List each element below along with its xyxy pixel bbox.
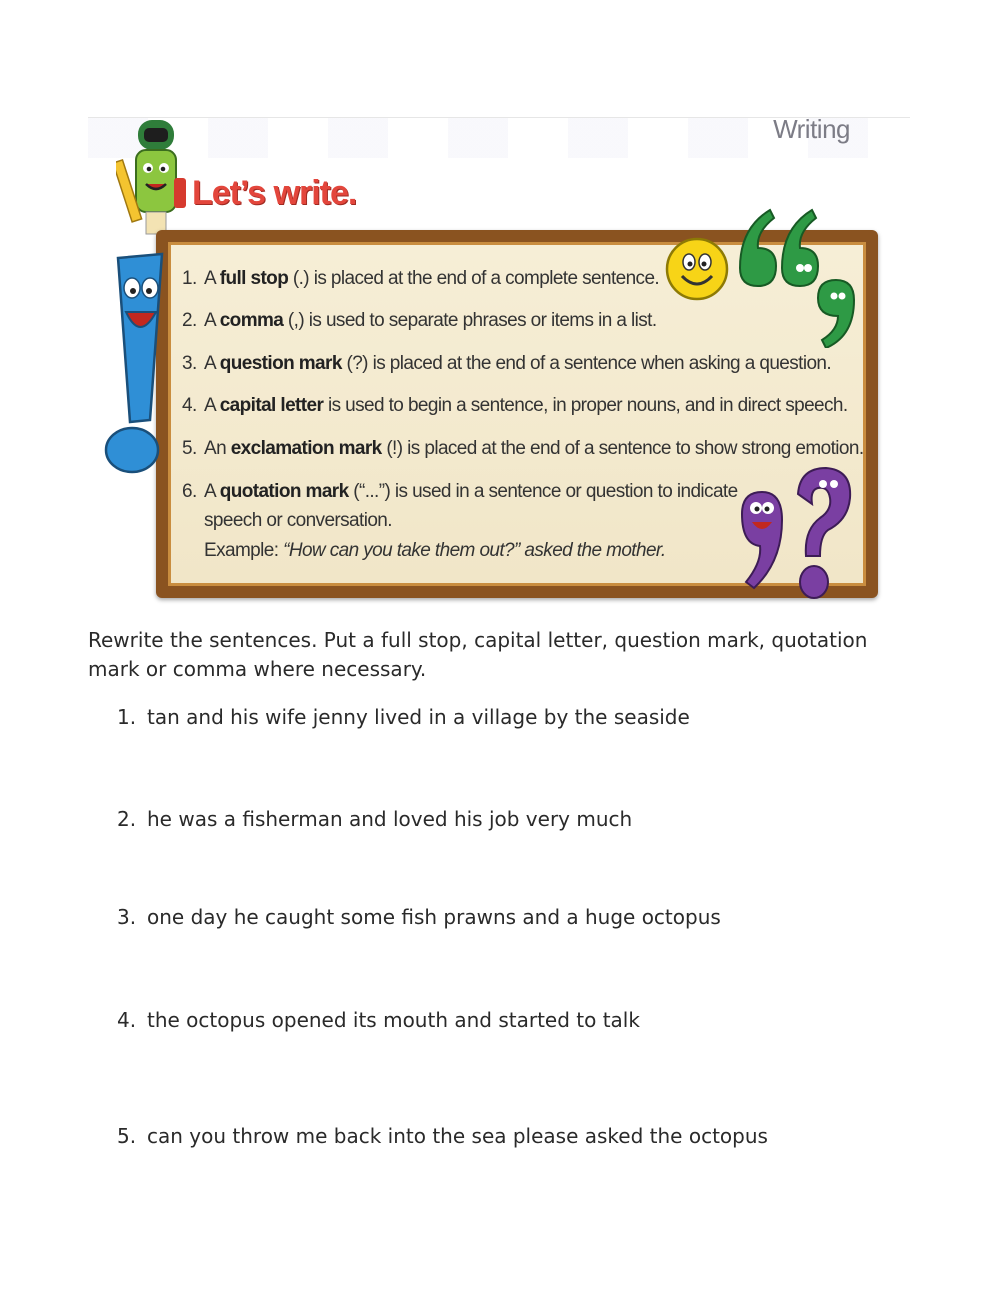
rule-example: Example: “How can you take them out?” asked the mother. bbox=[204, 540, 666, 561]
question-mark-mascot-icon bbox=[728, 464, 858, 606]
rule-3: 3. A question mark (?) is placed at the end of a sentence when asking a question. bbox=[182, 353, 832, 374]
instructions-text: Rewrite the sentences. Put a full stop, capital letter, question mark, quotation mark or comma where necessary. bbox=[88, 628, 868, 681]
question-3: 3. one day he caught some fish prawns and a huge octopus bbox=[117, 905, 721, 929]
smiley-face-icon bbox=[664, 236, 730, 302]
question-4: 4. the octopus opened its mouth and started to talk bbox=[117, 1008, 640, 1032]
question-2: 2. he was a fisherman and loved his job very much bbox=[117, 807, 633, 831]
question-1: 1. tan and his wife jenny lived in a village by the seaside bbox=[117, 705, 690, 729]
rule-6: 6. A quotation mark (“...”) is used in a sentence or question to indicate bbox=[182, 481, 738, 502]
rule-5: 5. An exclamation mark (!) is placed at the end of a sentence to show strong emotion. bbox=[182, 438, 864, 459]
exclamation-mascot-icon bbox=[100, 250, 172, 480]
question-5: 5. can you throw me back into the sea please asked the octopus bbox=[117, 1124, 768, 1148]
rule-1: 1. A full stop (.) is placed at the end of a complete sentence. bbox=[182, 268, 660, 289]
rule-2: 2. A comma (,) is used to separate phrases or items in a list. bbox=[182, 310, 657, 331]
rule-4: 4. A capital letter is used to begin a sentence, in proper nouns, and in direct speech. bbox=[182, 395, 848, 416]
section-label: Writing bbox=[773, 114, 850, 144]
pencil-mascot-icon bbox=[116, 120, 196, 240]
section-title: Let’s write. bbox=[192, 174, 357, 212]
quotation-marks-icon bbox=[730, 198, 880, 348]
punctuation-rules-banner bbox=[88, 112, 910, 607]
rule-6-continuation: speech or conversation. bbox=[204, 510, 392, 531]
